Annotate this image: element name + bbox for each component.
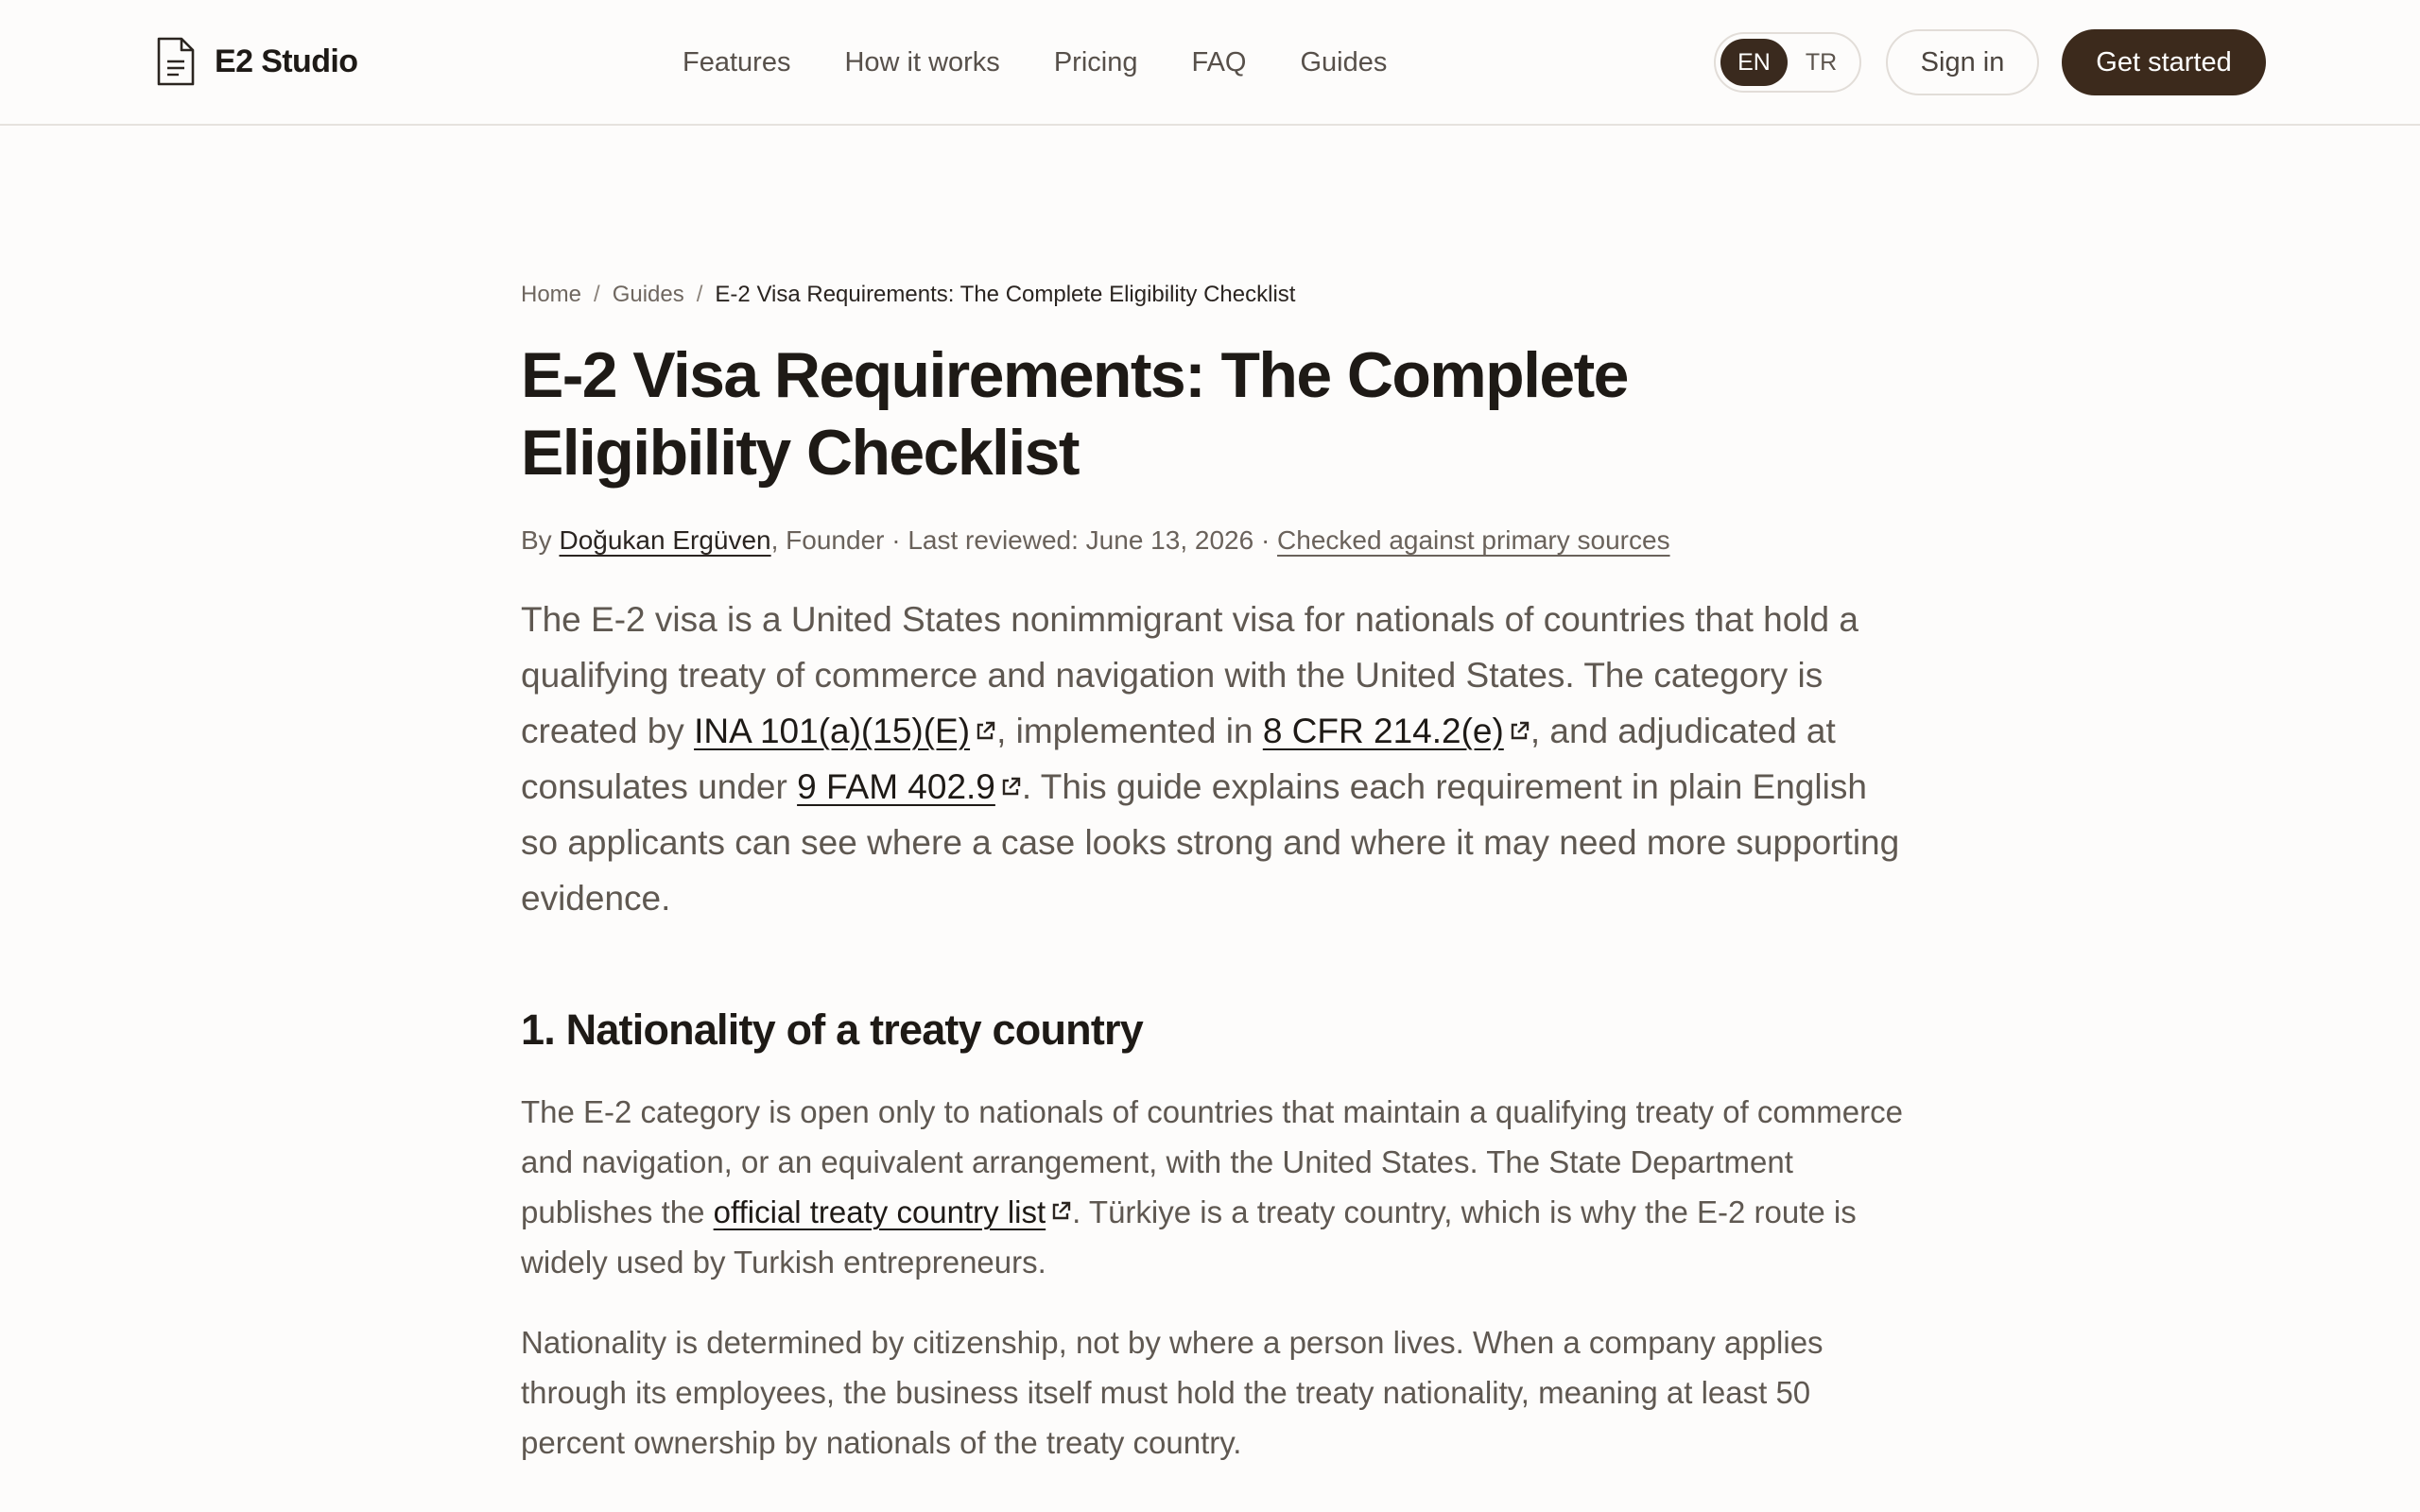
breadcrumb [521,276,1910,314]
article-meta [521,525,1910,556]
article [521,276,1910,1468]
breadcrumb-separator: / [594,282,600,307]
cfr-link[interactable] [1263,712,1530,750]
section-heading-nationality: 1. Nationality of a treaty country [521,1005,1143,1054]
lang-tr-button[interactable]: TR [1805,48,1838,76]
ina-link[interactable] [694,712,996,750]
fam-link-label: 9 FAM 402.9 [797,767,995,806]
site-header [0,0,2420,126]
lead-text: . This guide explains each requirement in plain English so applicants can see where a case looks strong and where it may need more supporting evidence. [521,767,1900,918]
brand-name: E2 Studio [215,43,358,79]
meta-by: By [521,525,552,555]
nav-pricing[interactable]: Pricing [1053,47,1138,77]
breadcrumb-home[interactable]: Home [521,282,582,307]
breadcrumb-separator: / [696,282,703,307]
document-icon [156,36,196,87]
nav-guides[interactable]: Guides [1300,47,1388,77]
external-link-icon [974,720,996,743]
treaty-list-link[interactable] [714,1194,1073,1229]
language-toggle [1714,32,1861,93]
brand-logo[interactable] [156,36,357,87]
breadcrumb-guides[interactable]: Guides [612,282,684,307]
body-text: . Türkiye is a treaty country, which is why the E-2 route is widely used by Turkish entrepreneurs. [521,1194,1857,1280]
ina-link-label: INA 101(a)(15)(E) [694,712,971,750]
nav-how-it-works[interactable]: How it works [844,47,1000,77]
treaty-list-link-label: official treaty country list [713,1194,1046,1229]
external-link-icon [999,776,1022,799]
body-text: The E-2 category is open only to nationals of countries that maintain a qualifying treaty of commerce and navigation, or an equivalent arrangement, with the United States. The State Department publishes the [521,1094,1903,1229]
author-link[interactable]: Doğukan Ergüven [559,525,771,555]
external-link-icon [1508,720,1530,743]
get-started-button[interactable]: Get started [2062,29,2266,95]
lead-text: The E-2 visa is a United States nonimmigrant visa for nationals of countries that hold a qualifying treaty of commerce and navigation with the United States. The category is created by [521,600,1858,750]
external-link-icon [1049,1200,1072,1223]
lang-en-button[interactable]: EN [1720,39,1788,86]
lead-text: , and adjudicated at consulates under [521,712,1836,806]
page-title: E-2 Visa Requirements: The Complete Eligibility Checklist [521,339,1628,489]
nationality-paragraph-1 [521,1087,1910,1287]
nav-features[interactable]: Features [683,47,791,77]
nationality-paragraph-2: Nationality is determined by citizenship, not by where a person lives. When a company applies through its employees, the business itself must hold the treaty nationality, meaning at least 50 percent ownership by nationals of the treaty country. [521,1325,1824,1460]
meta-role-date: , Founder · Last reviewed: June 13, 2026 · [770,525,1278,555]
lead-paragraph [521,592,1910,926]
cfr-link-label: 8 CFR 214.2(e) [1262,712,1504,750]
nav-faq[interactable]: FAQ [1191,47,1247,77]
sign-in-button[interactable]: Sign in [1886,29,2039,95]
sources-link[interactable]: Checked against primary sources [1277,525,1670,555]
fam-link[interactable] [797,767,1022,806]
lead-text: , implemented in [996,712,1263,750]
breadcrumb-current: E-2 Visa Requirements: The Complete Eligibility Checklist [715,282,1296,307]
main-nav [683,0,1387,126]
